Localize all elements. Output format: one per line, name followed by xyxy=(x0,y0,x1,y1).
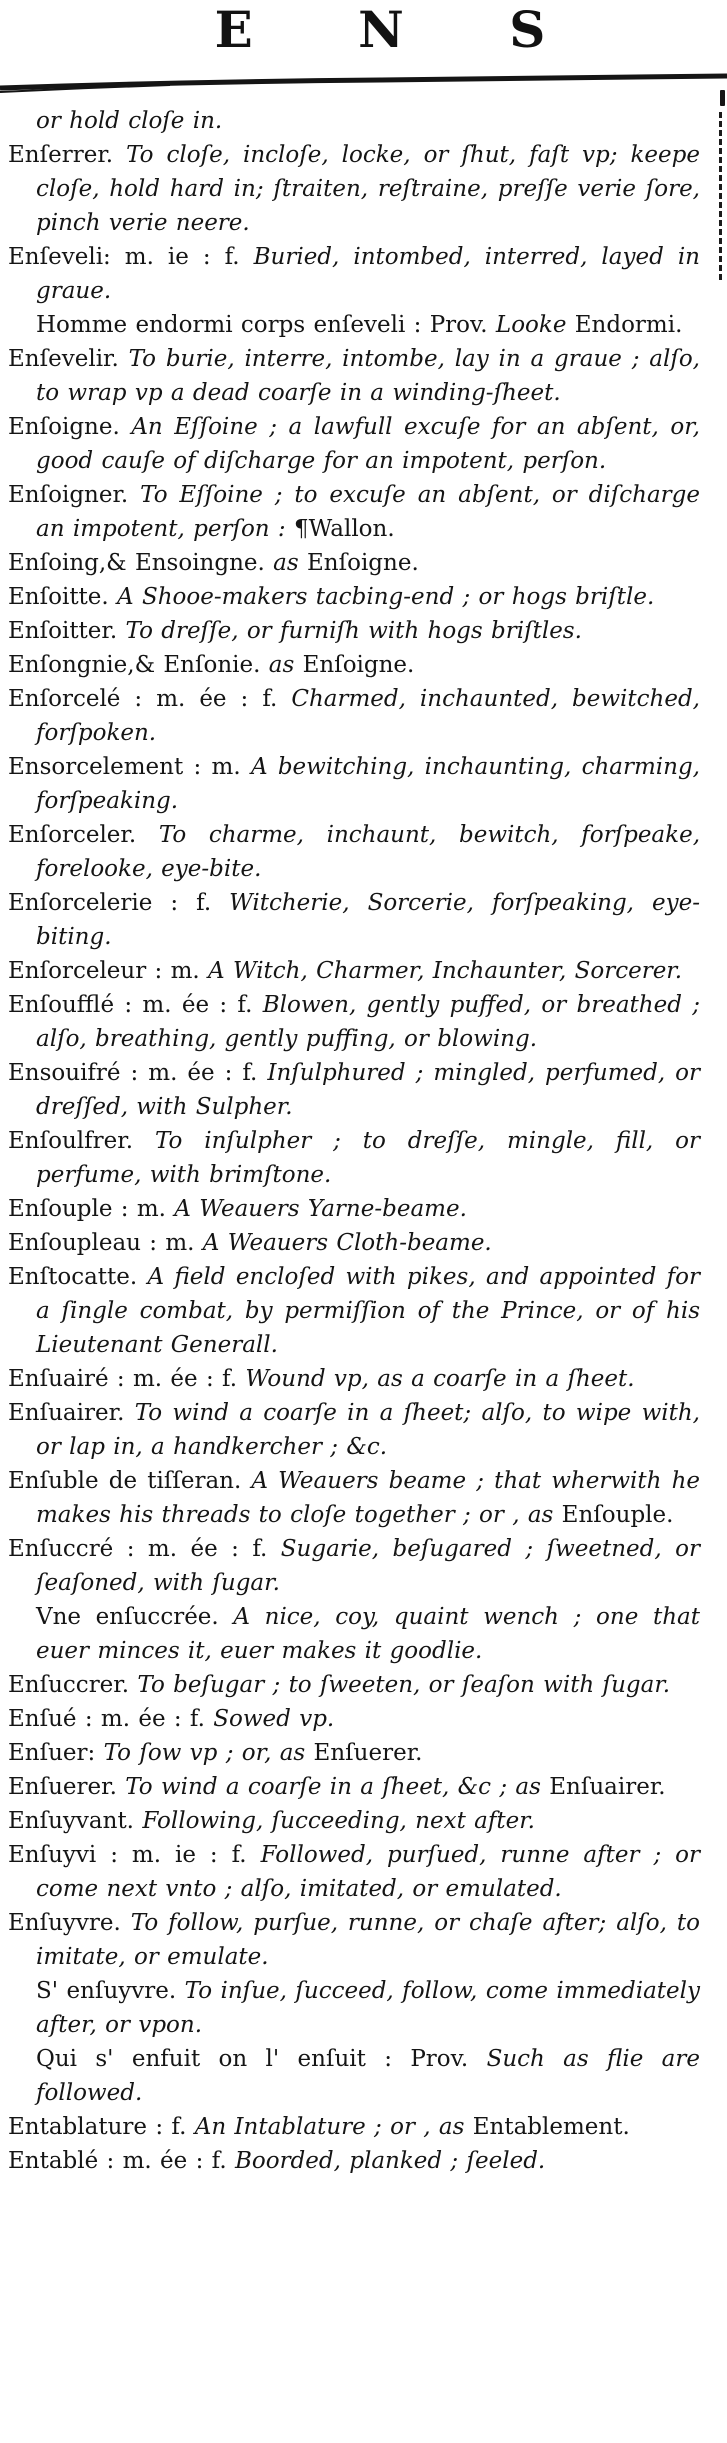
headword: Enſuairé : m. ée : f. xyxy=(8,1366,246,1392)
headword: Enſuyvre. xyxy=(8,1910,131,1936)
definition-text: To dreſſe, or furniſh with hogs briſtles. xyxy=(125,618,582,644)
dictionary-entry xyxy=(8,614,700,648)
column-divider-dashes xyxy=(719,112,722,280)
headword: Enſtocatte. xyxy=(8,1264,148,1290)
definition-text: A Weauers beame ; that wherwith he makes his threads to cloſe together ; or , as xyxy=(36,1468,700,1528)
dictionary-entry xyxy=(8,138,700,240)
cross-reference: ¶Wallon. xyxy=(293,516,395,542)
headword: Enſuble de tiſſeran. xyxy=(8,1468,252,1494)
definition-text: Followed, purſued, runne after ; or come next vnto ; alſo, imitated, or emulated. xyxy=(36,1842,700,1902)
dictionary-entry xyxy=(8,1396,700,1464)
cross-reference: Enſoigne. xyxy=(302,652,415,678)
headword: Enſoitter. xyxy=(8,618,126,644)
definition-text: To inſue, ſucceed, follow, come immediately after, or vpon. xyxy=(36,1978,701,2038)
dictionary-entry xyxy=(8,1668,700,1702)
definition-text: Witcherie, Sorcerie, forſpeaking, eye-biting. xyxy=(36,890,700,950)
headword: Enſué : m. ée : f. xyxy=(8,1706,214,1732)
definition-text: To Eſſoine ; to excuſe an abſent, or diſcharge an impotent, perſon : xyxy=(36,482,700,542)
dictionary-entry xyxy=(8,682,700,750)
dictionary-entry xyxy=(8,2110,700,2144)
dictionary-entry xyxy=(8,1226,700,1260)
dictionary-entry xyxy=(8,1124,700,1192)
headword: Enſuairer. xyxy=(8,1400,135,1426)
cross-reference: Entablement. xyxy=(472,2114,630,2140)
dictionary-entry xyxy=(8,1702,700,1736)
headword: Enſoigner. xyxy=(8,482,141,508)
dictionary-entry xyxy=(8,1192,700,1226)
headword: Enſorceler. xyxy=(8,822,159,848)
definition-text: Sowed vp. xyxy=(213,1706,335,1732)
running-head: E N S xyxy=(214,0,590,59)
headword: Enſeveli: m. ie : f. xyxy=(8,244,254,270)
definition-text: To burie, interre, intombe, lay in a graue ; alſo, to wrap vp a dead coarſe in a winding-ſheet. xyxy=(36,346,700,406)
dictionary-entry xyxy=(8,1838,700,1906)
headword: Enſuccré : m. ée : f. xyxy=(8,1536,281,1562)
dictionary-entry xyxy=(8,648,700,682)
headword: Enſuer: xyxy=(8,1740,104,1766)
dictionary-entry xyxy=(8,342,700,410)
dictionary-entry xyxy=(8,886,700,954)
headword: Enſuerer. xyxy=(8,1774,126,1800)
headword: Homme endormi corps enſeveli : Prov. xyxy=(36,312,496,338)
entries xyxy=(8,104,700,2178)
definition-text: An Intablature ; or , as xyxy=(194,2114,473,2140)
definition-text: Wound vp, as a coarſe in a ſheet. xyxy=(245,1366,635,1392)
dictionary-entry xyxy=(8,954,700,988)
definition-text: To follow, purſue, runne, or chaſe after; alſo, to imitate, or emulate. xyxy=(36,1910,700,1970)
definition-text: Boorded, planked ; ſeeled. xyxy=(234,2148,546,2174)
definition-text: A nice, coy, quaint wench ; one that euer minces it, euer makes it goodlie. xyxy=(36,1604,700,1664)
headword: Enſoigne. xyxy=(8,414,132,440)
dictionary-entry xyxy=(8,750,700,818)
definition-text: To charme, inchaunt, bewitch, forſpeake, forelooke, eye-bite. xyxy=(36,822,700,882)
definition-text: Sugarie, beſugared ; ſweetned, or ſeaſoned, with ſugar. xyxy=(36,1536,700,1596)
dictionary-entry xyxy=(8,1464,700,1532)
headword: Entablé : m. ée : f. xyxy=(8,2148,235,2174)
cross-reference: Enſuairer. xyxy=(549,1774,666,1800)
headword: Enſoulfrer. xyxy=(8,1128,155,1154)
dictionary-entry xyxy=(8,546,700,580)
definition-text: Such as flie are followed. xyxy=(36,2046,700,2106)
definition-text: as xyxy=(273,550,307,576)
definition-text: Charmed, inchaunted, bewitched, forſpoken. xyxy=(36,686,700,746)
headword: Ensouifré : m. ée : f. xyxy=(8,1060,268,1086)
headword: Enſerrer. xyxy=(8,142,127,168)
headword: Entablature : f. xyxy=(8,2114,195,2140)
definition-text: Following, ſucceeding, next after. xyxy=(142,1808,535,1834)
headword: Enſuyvant. xyxy=(8,1808,143,1834)
definition-text: A Witch, Charmer, Inchaunter, Sorcerer. xyxy=(208,958,683,984)
dictionary-entry xyxy=(8,1770,700,1804)
headword: S' enſuyvre. xyxy=(36,1978,185,2004)
dictionary-entry xyxy=(8,2144,700,2178)
headword: Enſorcelé : m. ée : f. xyxy=(8,686,292,712)
dictionary-entry xyxy=(8,988,700,1056)
headword: Enſoupleau : m. xyxy=(8,1230,203,1256)
definition-text: To inſulpher ; to dreſſe, mingle, fill, or perfume, with brimſtone. xyxy=(36,1128,700,1188)
dictionary-entry xyxy=(8,478,700,546)
dictionary-entry xyxy=(8,410,700,478)
dictionary-entry xyxy=(8,1260,700,1362)
headword: Enſouple : m. xyxy=(8,1196,175,1222)
dictionary-subentry xyxy=(8,308,700,342)
definition-text: as xyxy=(268,652,303,678)
header-rule xyxy=(0,62,727,96)
definition-text: Buried, intombed, interred, layed in graue. xyxy=(36,244,700,304)
headword: Vne enſuccrée. xyxy=(36,1604,234,1630)
headword: Enſevelir. xyxy=(8,346,129,372)
definition-text: A Weauers Cloth-beame. xyxy=(202,1230,492,1256)
headword: Enſuccrer. xyxy=(8,1672,138,1698)
definition-text: To wind a coarſe in a ſheet, &c ; as xyxy=(125,1774,550,1800)
cross-reference: Enſouple. xyxy=(561,1502,674,1528)
headword: Qui s' enfuit on l' enſuit : Prov. xyxy=(36,2046,487,2072)
headword: Enſongnie,& Enſonie. xyxy=(8,652,269,678)
cross-reference: Enſoigne. xyxy=(306,550,419,576)
headword: Enſorcelerie : f. xyxy=(8,890,230,916)
dictionary-entry xyxy=(8,1906,700,1974)
dictionary-entry xyxy=(8,1804,700,1838)
headword: Enſoing,& Ensoingne. xyxy=(8,550,274,576)
definition-text: To beſugar ; to ſweeten, or ſeaſon with ſugar. xyxy=(137,1672,671,1698)
page-edge-ink-mark xyxy=(720,90,725,106)
dictionary-subentry xyxy=(8,1600,700,1668)
definition-text: A Weauers Yarne-beame. xyxy=(174,1196,467,1222)
cross-reference: Endormi. xyxy=(574,312,683,338)
dictionary-subentry xyxy=(8,1974,700,2042)
definition-text: A Shooe-makers tacbing-end ; or hogs briſtle. xyxy=(117,584,655,610)
definition-text: Inſulphured ; mingled, perfumed, or dreſſed, with Sulpher. xyxy=(36,1060,700,1120)
definition-text: A bewitching, inchaunting, charming, forſpeaking. xyxy=(36,754,700,814)
dictionary-entry xyxy=(8,1532,700,1600)
dictionary-subentry xyxy=(8,2042,700,2110)
headword: Enſoitte. xyxy=(8,584,118,610)
definition-text: or hold cloſe in. xyxy=(36,108,223,134)
dictionary-entry-continuation xyxy=(8,104,700,138)
headword: Enſorceleur : m. xyxy=(8,958,209,984)
definition-text: To ſow vp ; or, as xyxy=(103,1740,314,1766)
dictionary-entry xyxy=(8,1056,700,1124)
dictionary-entry xyxy=(8,1736,700,1770)
headword: Ensorcelement : m. xyxy=(8,754,251,780)
definition-text: A field encloſed with pikes, and appointed for a ſingle combat, by permiſſion of the Prince, or of his Lieutenant Generall. xyxy=(36,1264,700,1358)
definition-text: To wind a coarſe in a ſheet; alſo, to wipe with, or lap in, a handkercher ; &c. xyxy=(36,1400,700,1460)
dictionary-entry xyxy=(8,240,700,308)
definition-text: To cloſe, incloſe, locke, or ſhut, faſt vp; keepe cloſe, hold hard in; ſtraiten, reſtraine, preſſe verie ſore, pinch verie neere. xyxy=(36,142,700,236)
dictionary-entry xyxy=(8,1362,700,1396)
dictionary-entry xyxy=(8,818,700,886)
definition-text: Looke xyxy=(495,312,575,338)
headword: Enſoufflé : m. ée : f. xyxy=(8,992,263,1018)
definition-text: Blowen, gently puffed, or breathed ; alſo, breathing, gently puffing, or blowing. xyxy=(36,992,700,1052)
headword: Enſuyvi : m. ie : f. xyxy=(8,1842,261,1868)
definition-text: An Eſſoine ; a lawfull excuſe for an abſent, or, good cauſe of diſcharge for an impotent, perſon. xyxy=(36,414,700,474)
dictionary-entry xyxy=(8,580,700,614)
cross-reference: Enſuerer. xyxy=(313,1740,423,1766)
